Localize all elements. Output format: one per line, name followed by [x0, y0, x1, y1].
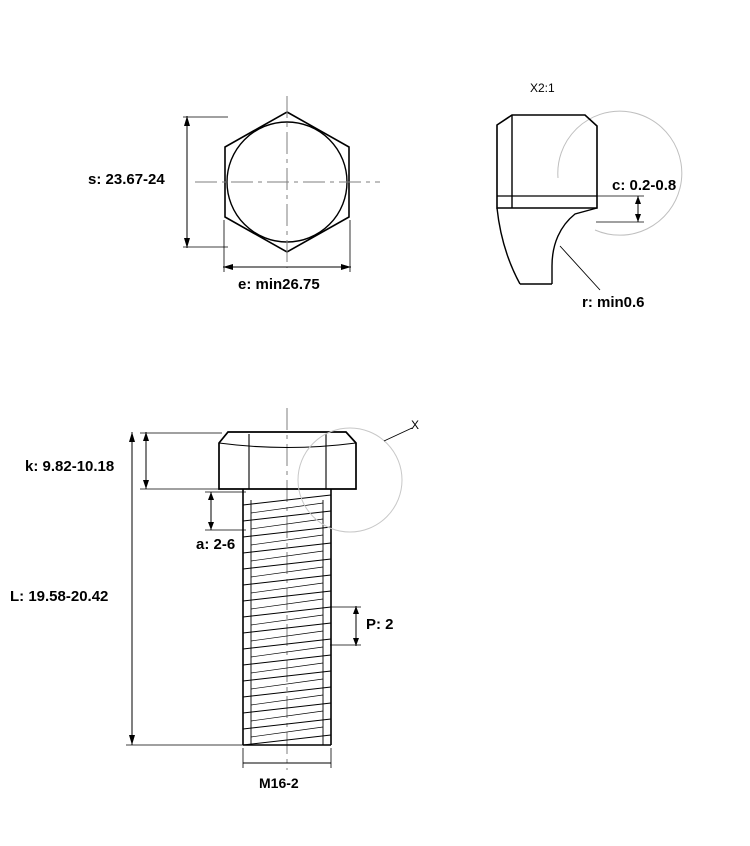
label-detail-scale: X2:1: [530, 81, 555, 95]
leader-line-radius: [560, 246, 600, 290]
label-detail-callout: X: [411, 418, 420, 432]
label-pitch: P: 2: [366, 616, 394, 633]
bolt-side-view: [126, 408, 412, 770]
label-radius: r: min0.6: [582, 294, 645, 311]
arrow-head: [129, 432, 135, 442]
arrow-head: [341, 264, 351, 270]
arrow-head: [129, 735, 135, 745]
detail-shank-arc: [497, 208, 520, 284]
arrow-head: [635, 214, 641, 222]
label-thread-spec: M16-2: [259, 775, 299, 791]
head-edge-detail-view: [497, 111, 682, 290]
label-thread-runout: a: 2-6: [196, 536, 236, 553]
hex-head-top-view: [183, 96, 380, 272]
label-across-flats: s: 23.67-24: [88, 171, 165, 188]
detail-fillet-profile: [552, 208, 597, 284]
arrow-head: [208, 522, 214, 530]
leader-line-detail-x: [384, 428, 412, 441]
arrow-head: [143, 480, 149, 489]
arrow-head: [223, 264, 233, 270]
arrow-head: [635, 196, 641, 204]
arrow-head: [208, 492, 214, 500]
detail-boundary-circle: [558, 111, 682, 235]
label-chamfer: c: 0.2-0.8: [612, 177, 677, 194]
arrow-head: [184, 116, 190, 126]
label-across-corners: e: min26.75: [238, 276, 320, 293]
arrow-head: [184, 238, 190, 248]
label-length: L: 19.58-20.42: [10, 588, 109, 605]
label-head-height: k: 9.82-10.18: [25, 458, 115, 475]
